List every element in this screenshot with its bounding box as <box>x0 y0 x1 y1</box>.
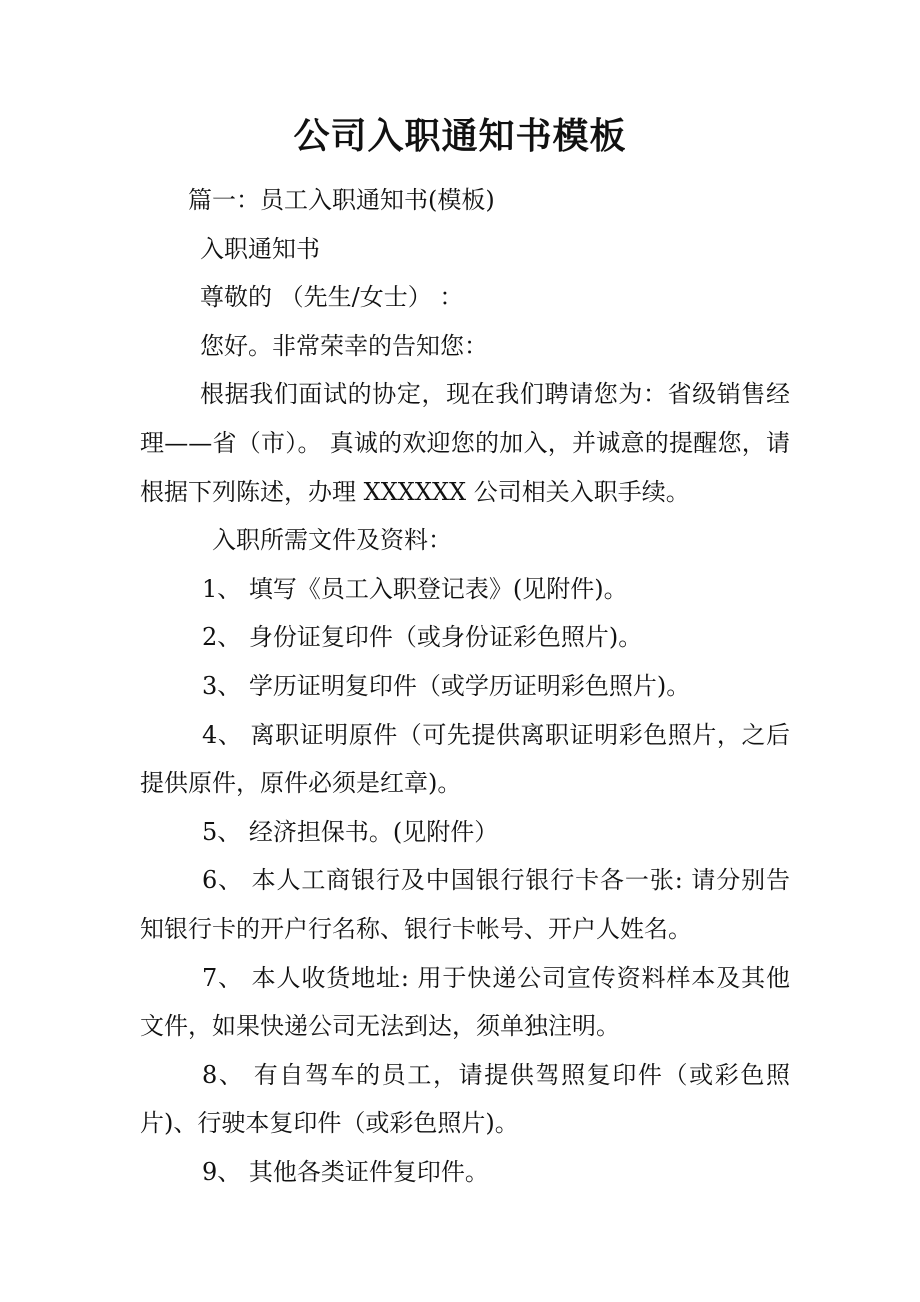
notice-heading: 入职通知书 <box>200 234 320 263</box>
list-item-8: 8、 有自驾车的员工，请提供驾照复印件（或彩色照片)、行驶本复印件（或彩色照片)。 <box>140 1060 790 1138</box>
list-item-1: 1、 填写《员工入职登记表》(见附件)。 <box>202 574 628 603</box>
list-item-7: 7、 本人收货地址: 用于快递公司宣传资料样本及其他文件，如果快递公司无法到达，须单独注明。 <box>140 963 790 1041</box>
greeting: 您好。非常荣幸的告知您： <box>200 331 488 360</box>
list-item-3: 3、 学历证明复印件（或学历证明彩色照片)。 <box>202 671 691 700</box>
list-item-4: 4、 离职证明原件（可先提供离职证明彩色照片，之后提供原件，原件必须是红章)。 <box>140 720 790 798</box>
list-item-6: 6、 本人工商银行及中国银行银行卡各一张: 请分别告知银行卡的开户行名称、银行卡帐号、开户人姓名。 <box>140 866 790 943</box>
list-item-9: 9、 其他各类证件复印件。 <box>202 1157 489 1186</box>
document-title: 公司入职通知书模板 <box>293 115 627 157</box>
materials-heading: 入职所需文件及资料： <box>212 526 452 555</box>
section-heading: 篇一：员工入职通知书(模板) <box>188 186 495 214</box>
list-item-5: 5、 经济担保书。(见附件） <box>202 817 499 846</box>
salutation: 尊敬的 （先生/女士） ： <box>200 283 464 312</box>
document-body <box>140 176 790 1196</box>
intro-paragraph: 根据我们面试的协定，现在我们聘请您为：省级销售经理——省（市）。 真诚的欢迎您的加入，并诚意的提醒您，请根据下列陈述，办理 XXXXXX 公司相关入职手续。 <box>140 380 790 506</box>
list-item-2: 2、 身份证复印件（或身份证彩色照片)。 <box>202 623 643 652</box>
